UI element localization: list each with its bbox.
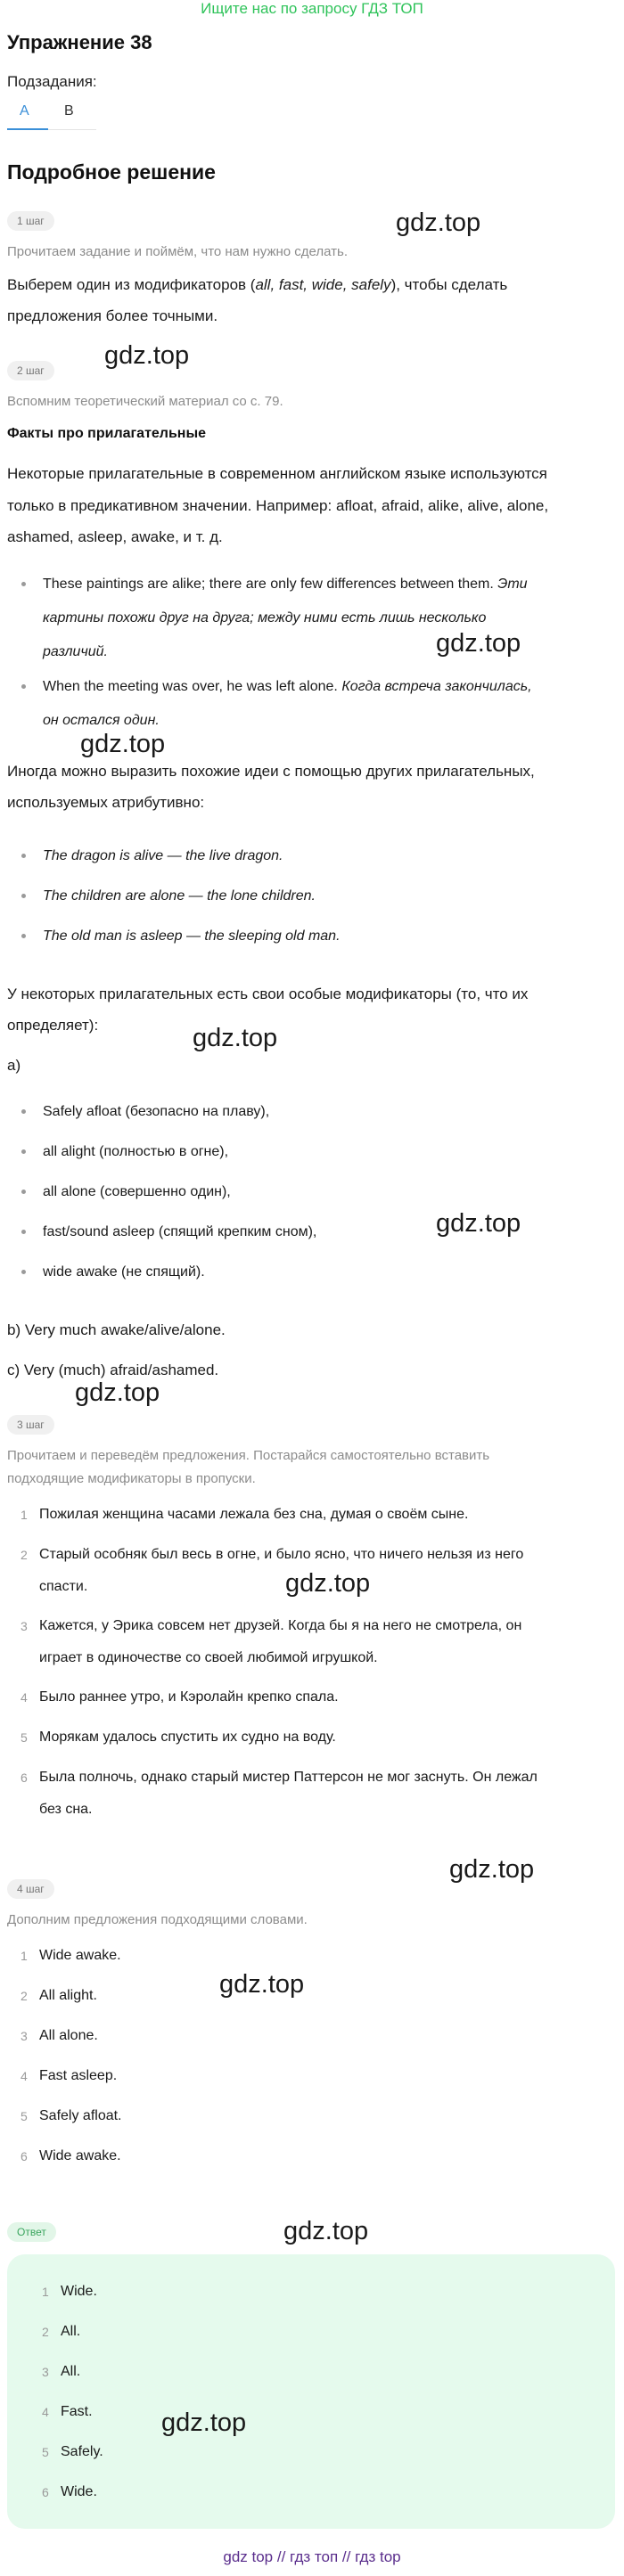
label-c: c) Very (much) afraid/ashamed.: [7, 1362, 219, 1378]
attr-intro-line-2: используемых атрибутивно:: [7, 794, 205, 811]
example-1-ru-3: различий.: [43, 644, 108, 659]
example-1: [43, 568, 613, 669]
watermark: gdz.top: [193, 1024, 278, 1052]
item-number: 5: [21, 1730, 28, 1745]
tab-a[interactable]: A: [20, 103, 29, 119]
answer-box: [7, 2254, 615, 2529]
step-1-text-line-1: [7, 269, 617, 300]
step-4-hint: Дополним предложения подходящими словами.: [7, 1912, 308, 1927]
item-number: 6: [42, 2485, 49, 2499]
item-text: [39, 1762, 619, 1826]
step-1-text-line-2: предложения более точными.: [7, 307, 218, 324]
item-text: [39, 1610, 619, 1674]
item-text: Морякам удалось спустить их судно на воду.: [39, 1730, 336, 1745]
item-number: 2: [21, 1548, 28, 1562]
item-text: Fast.: [61, 2404, 93, 2419]
item-number: 5: [21, 2109, 28, 2123]
item-text-line-2: без сна.: [39, 1802, 93, 1817]
footer-link-2[interactable]: гдз топ: [290, 2548, 339, 2565]
item-number: 2: [42, 2325, 49, 2339]
item-text: All.: [61, 2324, 81, 2339]
step-3-hint-line-1: Прочитаем и переведём предложения. Постарайся самостоятельно вставить: [7, 1448, 490, 1463]
item-text: All alight.: [39, 1988, 97, 2003]
watermark: gdz.top: [285, 1569, 371, 1598]
example-1-en: These paintings are alike; there are only few differences between them.: [43, 577, 494, 592]
item-text-line-1: Была полночь, однако старый мистер Паттерсон не мог заснуть. Он лежал: [39, 1770, 538, 1785]
example-2-ru-2: он остался один.: [43, 713, 160, 728]
modifier-item-3: all alone (совершенно один),: [43, 1175, 613, 1209]
section-heading: Подробное решение: [7, 160, 216, 184]
item-number: 1: [42, 2285, 49, 2299]
step-1-badge: 1 шаг: [7, 211, 54, 231]
modifier-item-2: all alight (полностью в огне),: [43, 1135, 613, 1169]
item-number: 4: [21, 2069, 28, 2083]
attr-example-1: The dragon is alive — the live dragon.: [43, 839, 613, 873]
item-text: Wide awake.: [39, 1948, 121, 1963]
item-text: Было раннее утро, и Кэролайн крепко спала.: [39, 1689, 339, 1705]
item-number: 1: [21, 1949, 28, 1963]
item-text: Safely afloat.: [39, 2108, 122, 2123]
example-2-en: When the meeting was over, he was left alone.: [43, 679, 338, 694]
item-text-line-1: Кажется, у Эрика совсем нет друзей. Когда бы я на него не смотрела, он: [39, 1618, 522, 1633]
item-text: All alone.: [39, 2028, 98, 2043]
top-banner[interactable]: Ищите нас по запросу ГДЗ ТОП: [201, 0, 423, 17]
item-number: 1: [21, 1508, 28, 1522]
mod-intro-line-2: определяет):: [7, 1017, 99, 1034]
item-text: All.: [61, 2364, 81, 2379]
page-title: Упражнение 38: [7, 31, 152, 53]
active-tab-indicator: [7, 128, 48, 130]
label-a: а): [7, 1057, 21, 1074]
example-1-ru-2: картины похожи друг на друга; между ними есть лишь несколько: [43, 610, 487, 626]
step-2-intro-line-3: ashamed, asleep, awake, и т. д.: [7, 528, 223, 545]
watermark: gdz.top: [396, 209, 481, 237]
item-number: 6: [21, 1770, 28, 1785]
item-number: 4: [42, 2405, 49, 2419]
step-2-badge: 2 шаг: [7, 361, 54, 380]
item-number: 2: [21, 1989, 28, 2003]
footer-link-3[interactable]: гдз top: [355, 2548, 401, 2565]
watermark: gdz.top: [449, 1855, 535, 1884]
item-text-line-2: спасти.: [39, 1579, 88, 1594]
footer-separator: //: [341, 2548, 351, 2565]
step-1-hint: Прочитаем задание и поймём, что нам нужно сделать.: [7, 244, 349, 259]
footer-separator: //: [276, 2548, 286, 2565]
attr-example-2: The children are alone — the lone children.: [43, 879, 613, 913]
mod-intro-line-1: У некоторых прилагательных есть свои особые модификаторы (то, что их: [7, 985, 529, 1002]
subtask-tabs: [7, 100, 96, 130]
step-2-intro-line-2: только в предикативном значении. Например: afloat, afraid, alike, alive, alone,: [7, 497, 549, 514]
item-number: 6: [21, 2149, 28, 2163]
item-text-line-2: играет в одиночестве со своей любимой игрушкой.: [39, 1650, 378, 1665]
item-number: 3: [21, 2029, 28, 2043]
watermark: gdz.top: [219, 1970, 305, 1999]
step-2-intro-line-1: Некоторые прилагательные в современном английском языке используются: [7, 465, 547, 482]
item-text: Wide awake.: [39, 2148, 121, 2163]
attr-example-3: The old man is asleep — the sleeping old man.: [43, 920, 613, 953]
step-3-hint-line-2: подходящие модификаторы в пропуски.: [7, 1471, 256, 1486]
item-text: Wide.: [61, 2284, 97, 2299]
facts-title: Факты про прилагательные: [7, 426, 207, 441]
step-1-text-post: ), чтобы сделать: [390, 276, 508, 293]
footer-links: [0, 2548, 624, 2566]
item-text: Wide.: [61, 2484, 97, 2499]
watermark: gdz.top: [436, 1209, 521, 1238]
watermark: gdz.top: [436, 629, 521, 658]
item-number: 3: [42, 2365, 49, 2379]
watermark: gdz.top: [161, 2408, 247, 2437]
example-1-ru-1: Эти: [497, 577, 528, 592]
step-3-badge: 3 шаг: [7, 1415, 54, 1435]
footer-link-1[interactable]: gdz top: [223, 2548, 274, 2565]
subtasks-label: Подзадания:: [7, 73, 97, 90]
step-1-text-pre: Выберем один из модификаторов (: [7, 276, 256, 293]
watermark: gdz.top: [283, 2217, 369, 2245]
answer-badge: Ответ: [7, 2222, 56, 2242]
item-text: Fast asleep.: [39, 2068, 118, 2083]
watermark: gdz.top: [75, 1378, 160, 1407]
watermark: gdz.top: [104, 341, 190, 370]
attr-intro-line-1: Иногда можно выразить похожие идеи с помощью других прилагательных,: [7, 763, 535, 780]
step-1-modifiers: all, fast, wide, safely: [255, 276, 391, 293]
item-text: Safely.: [61, 2444, 103, 2459]
example-2-ru-1: Когда встреча закончилась,: [341, 679, 532, 694]
tab-b[interactable]: B: [64, 103, 74, 119]
label-b: b) Very much awake/alive/alone.: [7, 1321, 226, 1338]
step-2-hint: Вспомним теоретический материал со с. 79.: [7, 394, 283, 409]
step-4-badge: 4 шаг: [7, 1879, 54, 1899]
modifier-item-4: fast/sound asleep (спящий крепким сном),: [43, 1215, 613, 1249]
watermark: gdz.top: [80, 730, 166, 758]
item-text: Пожилая женщина часами лежала без сна, думая о своём сыне.: [39, 1507, 469, 1522]
example-2: [43, 670, 613, 738]
item-number: 3: [21, 1619, 28, 1633]
item-text-line-1: Старый особняк был весь в огне, и было ясно, что ничего нельзя из него: [39, 1547, 524, 1562]
modifier-item-5: wide awake (не спящий).: [43, 1255, 613, 1289]
item-number: 5: [42, 2445, 49, 2459]
item-number: 4: [21, 1690, 28, 1705]
modifier-item-1: Safely afloat (безопасно на плаву),: [43, 1095, 613, 1129]
